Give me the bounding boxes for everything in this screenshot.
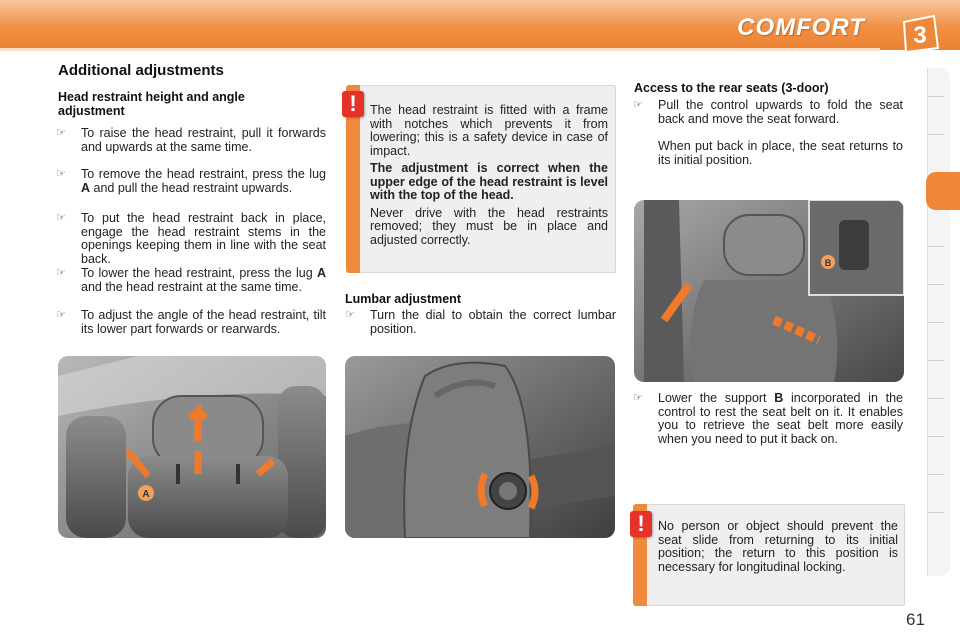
- subsection-title: Head restraint height and angle adjustment: [58, 90, 245, 118]
- tab-divider: [928, 398, 944, 399]
- chapter-3-badge-icon: [900, 14, 940, 54]
- pointing-hand-icon: ☞: [56, 127, 66, 139]
- tab-divider: [928, 134, 944, 135]
- list-item: ☞ To adjust the angle of the head restraint, tilt its lower part forwards or rearwards.: [56, 308, 326, 336]
- chapter-number: 3: [913, 22, 927, 49]
- tab-chapter-3[interactable]: [926, 172, 960, 210]
- exclamation-icon: !: [630, 511, 652, 537]
- pointing-hand-icon: ☞: [56, 267, 66, 279]
- list-item: ☞ Lower the support B incorporated in the control to rest the seat belt on it. It enables you to retrieve the seat belt more easily when you need to put it back on.: [633, 391, 903, 446]
- lumbar-dial-photo: [345, 356, 615, 538]
- header-line: [0, 48, 880, 51]
- lumbar-title: Lumbar adjustment: [345, 292, 461, 306]
- list-item: ☞ To raise the head restraint, pull it forwards and upwards at the same time.: [56, 126, 326, 154]
- list-item: ☞ Turn the dial to obtain the correct lumbar position.: [345, 308, 616, 336]
- pointing-hand-icon: ☞: [345, 309, 355, 321]
- tab-divider: [928, 284, 944, 285]
- warning-text: The head restraint is fitted with a frame with notches which prevents it from lowering; this is a safety device in case of impact. The adjustment is correct when the upper edge of the head restraint is level with the top of the head. Never drive with the head restraints removed; they must be in place and adjusted correctly.: [370, 103, 608, 247]
- pointing-hand-icon: ☞: [56, 212, 66, 224]
- exclamation-icon: !: [342, 91, 364, 117]
- tab-divider: [928, 360, 944, 361]
- tab-divider: [928, 512, 944, 513]
- list-item-continuation: When put back in place, the seat returns to its initial position.: [658, 139, 903, 167]
- pointing-hand-icon: ☞: [633, 99, 643, 111]
- access-title: Access to the rear seats (3-door): [634, 81, 829, 95]
- list-item: ☞ Pull the control upwards to fold the seat back and move the seat forward.: [633, 98, 903, 126]
- pointing-hand-icon: ☞: [56, 168, 66, 180]
- chapter-title: COMFORT: [737, 14, 865, 41]
- lug-label-a: A: [142, 489, 150, 500]
- pointing-hand-icon: ☞: [56, 309, 66, 321]
- head-restraint-photo: [58, 356, 326, 538]
- tab-divider: [928, 322, 944, 323]
- list-item: ☞ To remove the head restraint, press the lug A and pull the head restraint upwards.: [56, 167, 326, 195]
- tab-divider: [928, 96, 944, 97]
- tab-divider: [928, 474, 944, 475]
- list-item: ☞ To lower the head restraint, press the lug A and the head restraint at the same time.: [56, 266, 326, 294]
- pointing-hand-icon: ☞: [633, 392, 643, 404]
- tab-divider: [928, 436, 944, 437]
- section-title: Additional adjustments: [58, 62, 224, 79]
- support-label-b: B: [824, 258, 832, 268]
- rear-seat-access-photo: [634, 200, 904, 382]
- warning-text: No person or object should prevent the seat slide from returning to its initial position; the return to this position is necessary for longitudinal locking.: [658, 519, 898, 574]
- tab-divider: [928, 246, 944, 247]
- list-item: ☞ To put the head restraint back in place, engage the head restraint stems in the openings keeping them in line with the seat back.: [56, 211, 326, 266]
- page-number: 61: [906, 610, 925, 629]
